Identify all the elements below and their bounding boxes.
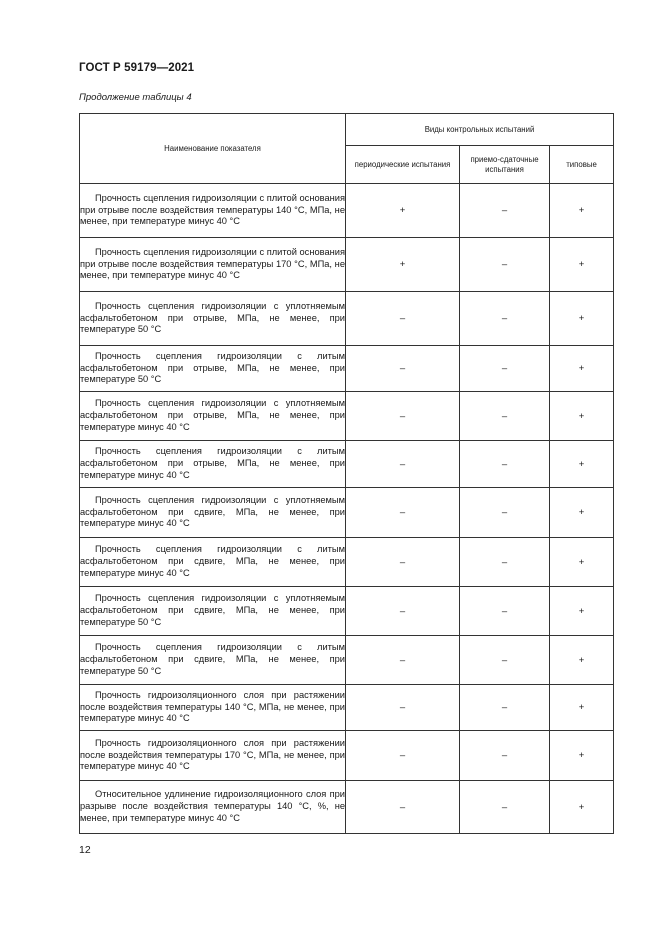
indicator-name: Прочность сцепления гидроизоляции с уплотняемым асфальтобетоном при отрыве, МПа, не менее, при температуре 50 °С xyxy=(80,292,346,346)
indicator-name: Прочность сцепления гидроизоляции с литым асфальтобетоном при отрыве, МПа, не менее, при температуре минус 40 °С xyxy=(80,441,346,488)
indicator-name: Прочность гидроизоляционного слоя при растяжении после воздействия температуры 140 °С, МПа, не менее, при температуре минус 40 °С xyxy=(80,685,346,731)
acceptance-mark: – xyxy=(460,587,550,636)
type-mark: + xyxy=(550,781,614,834)
acceptance-mark: – xyxy=(460,781,550,834)
type-mark: + xyxy=(550,731,614,781)
acceptance-mark: – xyxy=(460,636,550,685)
document-header: ГОСТ Р 59179—2021 xyxy=(79,62,195,74)
periodic-mark: – xyxy=(346,538,460,587)
periodic-mark: – xyxy=(346,392,460,441)
periodic-mark: – xyxy=(346,292,460,346)
periodic-mark: – xyxy=(346,731,460,781)
table-row xyxy=(80,238,614,292)
acceptance-mark: – xyxy=(460,538,550,587)
table-row xyxy=(80,781,614,834)
type-mark: + xyxy=(550,685,614,731)
indicator-name: Прочность сцепления гидроизоляции с литым асфальтобетоном при сдвиге, МПа, не менее, при температуре минус 40 °С xyxy=(80,538,346,587)
type-mark: + xyxy=(550,346,614,392)
type-mark: + xyxy=(550,392,614,441)
acceptance-mark: – xyxy=(460,292,550,346)
acceptance-mark: – xyxy=(460,685,550,731)
indicator-name: Прочность сцепления гидроизоляции с литым асфальтобетоном при отрыве, МПа, не менее, при температуре 50 °С xyxy=(80,346,346,392)
type-tests-header: типовые xyxy=(550,146,614,184)
acceptance-mark: – xyxy=(460,488,550,538)
acceptance-mark: – xyxy=(460,346,550,392)
control-tests-group-header: Виды контрольных испытаний xyxy=(346,114,614,146)
indicator-name: Прочность сцепления гидроизоляции с плитой основания при отрыве после воздействия температуры 170 °С, МПа, не менее, при температуре минус 40 °С xyxy=(80,238,346,292)
type-mark: + xyxy=(550,636,614,685)
type-mark: + xyxy=(550,238,614,292)
indicator-name: Прочность сцепления гидроизоляции с литым асфальтобетоном при сдвиге, МПа, не менее, при температуре 50 °С xyxy=(80,636,346,685)
periodic-mark: – xyxy=(346,685,460,731)
periodic-mark: + xyxy=(346,184,460,238)
table-row xyxy=(80,441,614,488)
table-row xyxy=(80,731,614,781)
periodic-mark: – xyxy=(346,636,460,685)
acceptance-mark: – xyxy=(460,184,550,238)
type-mark: + xyxy=(550,184,614,238)
table-row xyxy=(80,488,614,538)
indicator-name: Прочность сцепления гидроизоляции с плитой основания при отрыве после воздействия температуры 140 °С, МПа, не менее, при температуре минус 40 °С xyxy=(80,184,346,238)
indicator-name-header: Наименование показателя xyxy=(80,114,346,184)
table-row xyxy=(80,184,614,238)
type-mark: + xyxy=(550,488,614,538)
periodic-mark: – xyxy=(346,488,460,538)
type-mark: + xyxy=(550,441,614,488)
acceptance-mark: – xyxy=(460,238,550,292)
periodic-mark: – xyxy=(346,346,460,392)
indicator-name: Прочность сцепления гидроизоляции с уплотняемым асфальтобетоном при сдвиге, МПа, не менее, при температуре 50 °С xyxy=(80,587,346,636)
periodic-mark: – xyxy=(346,587,460,636)
table-row xyxy=(80,392,614,441)
indicator-name: Прочность сцепления гидроизоляции с уплотняемым асфальтобетоном при отрыве, МПа, не менее, при температуре минус 40 °С xyxy=(80,392,346,441)
periodic-mark: – xyxy=(346,781,460,834)
periodic-mark: – xyxy=(346,441,460,488)
periodic-tests-header: периодические испытания xyxy=(346,146,460,184)
table-row xyxy=(80,636,614,685)
indicator-name: Относительное удлинение гидроизоляционного слоя при разрыве после воздействия температуры 140 °С, %, не менее, при температуре минус 40 °С xyxy=(80,781,346,834)
type-mark: + xyxy=(550,292,614,346)
table-row xyxy=(80,538,614,587)
type-mark: + xyxy=(550,587,614,636)
type-mark: + xyxy=(550,538,614,587)
table-caption: Продолжение таблицы 4 xyxy=(79,92,192,103)
acceptance-mark: – xyxy=(460,392,550,441)
control-tests-table xyxy=(79,113,614,834)
acceptance-tests-header: приемо-сдаточные испытания xyxy=(460,146,550,184)
acceptance-mark: – xyxy=(460,441,550,488)
acceptance-mark: – xyxy=(460,731,550,781)
table-row xyxy=(80,292,614,346)
table-row xyxy=(80,346,614,392)
indicator-name: Прочность сцепления гидроизоляции с уплотняемым асфальтобетоном при сдвиге, МПа, не менее, при температуре минус 40 °С xyxy=(80,488,346,538)
indicator-name: Прочность гидроизоляционного слоя при растяжении после воздействия температуры 170 °С, МПа, не менее, при температуре минус 40 °С xyxy=(80,731,346,781)
page-number: 12 xyxy=(79,844,91,856)
table-row xyxy=(80,685,614,731)
periodic-mark: + xyxy=(346,238,460,292)
table-row xyxy=(80,587,614,636)
